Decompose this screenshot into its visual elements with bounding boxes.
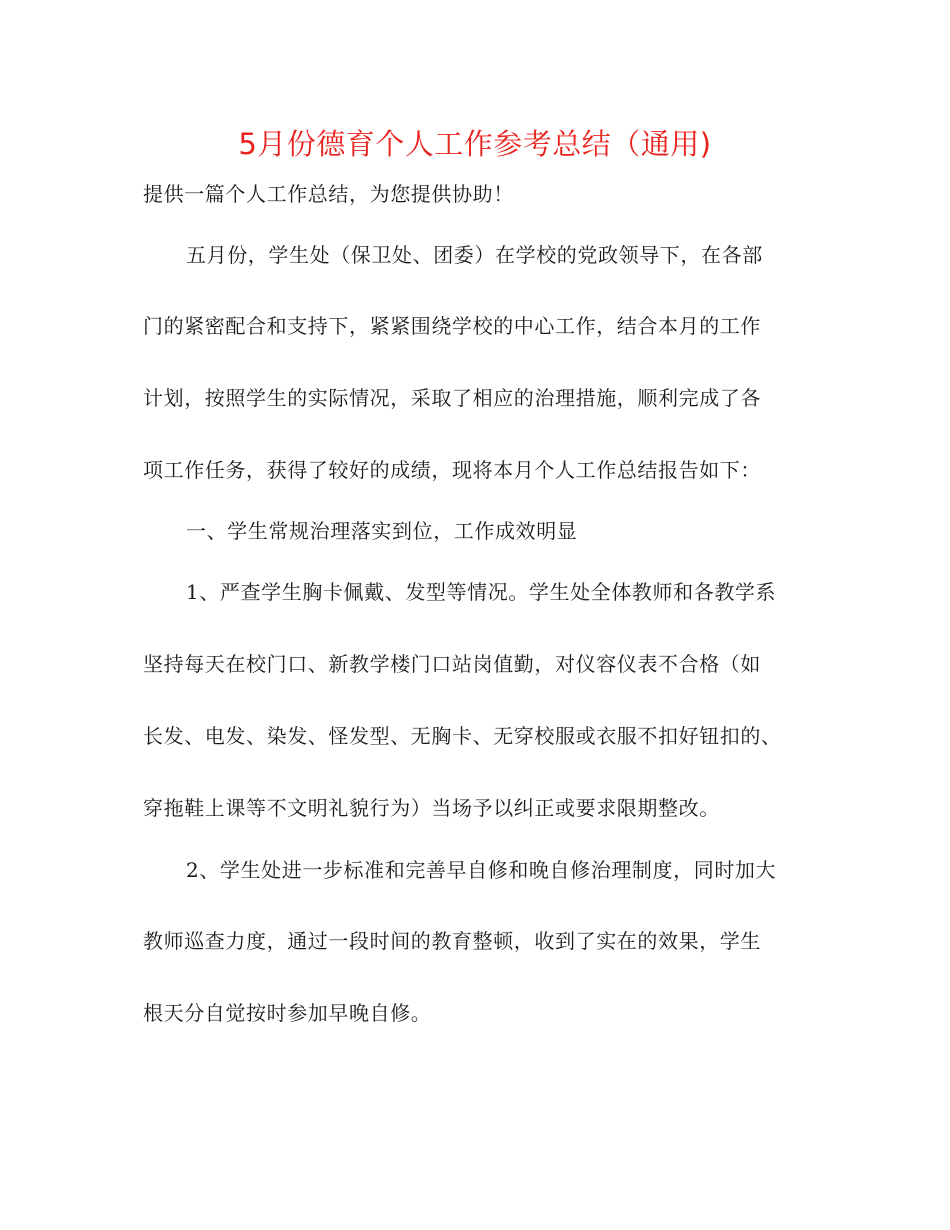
paragraph-line: 计划，按照学生的实际情况，采取了相应的治理措施，顺利完成了各: [143, 386, 761, 410]
paragraph-line: 穿拖鞋上课等不文明礼貌行为）当场予以纠正或要求限期整改。: [143, 796, 720, 820]
paragraph-line: 坚持每天在校门口、新教学楼门口站岗值勤，对仪容仪表不合格（如: [143, 652, 761, 676]
intro-text: 提供一篇个人工作总结，为您提供协助！: [143, 182, 514, 206]
document-title: 5月份德育个人工作参考总结（通用): [238, 127, 712, 161]
paragraph-line: 门的紧密配合和支持下，紧紧围绕学校的中心工作，结合本月的工作: [143, 314, 761, 338]
paragraph-line: 五月份，学生处（保卫处、团委）在学校的党政领导下，在各部: [186, 243, 763, 267]
paragraph-line: 根天分自觉按时参加早晚自修。: [143, 1001, 432, 1025]
paragraph-line: 2、学生处进一步标准和完善早自修和晚自修治理制度，同时加大: [186, 858, 777, 882]
paragraph-line: 长发、电发、染发、怪发型、无胸卡、无穿校服或衣服不扣好钮扣的、: [143, 724, 782, 748]
paragraph-line: 教师巡查力度，通过一段时间的教育整顿，收到了实在的效果，学生: [143, 929, 761, 953]
paragraph-line: 1、严查学生胸卡佩戴、发型等情况。学生处全体教师和各教学系: [186, 580, 777, 604]
paragraph-line: 项工作任务，获得了较好的成绩，现将本月个人工作总结报告如下：: [143, 458, 761, 482]
section-heading: 一、学生常规治理落实到位，工作成效明显: [186, 519, 578, 543]
